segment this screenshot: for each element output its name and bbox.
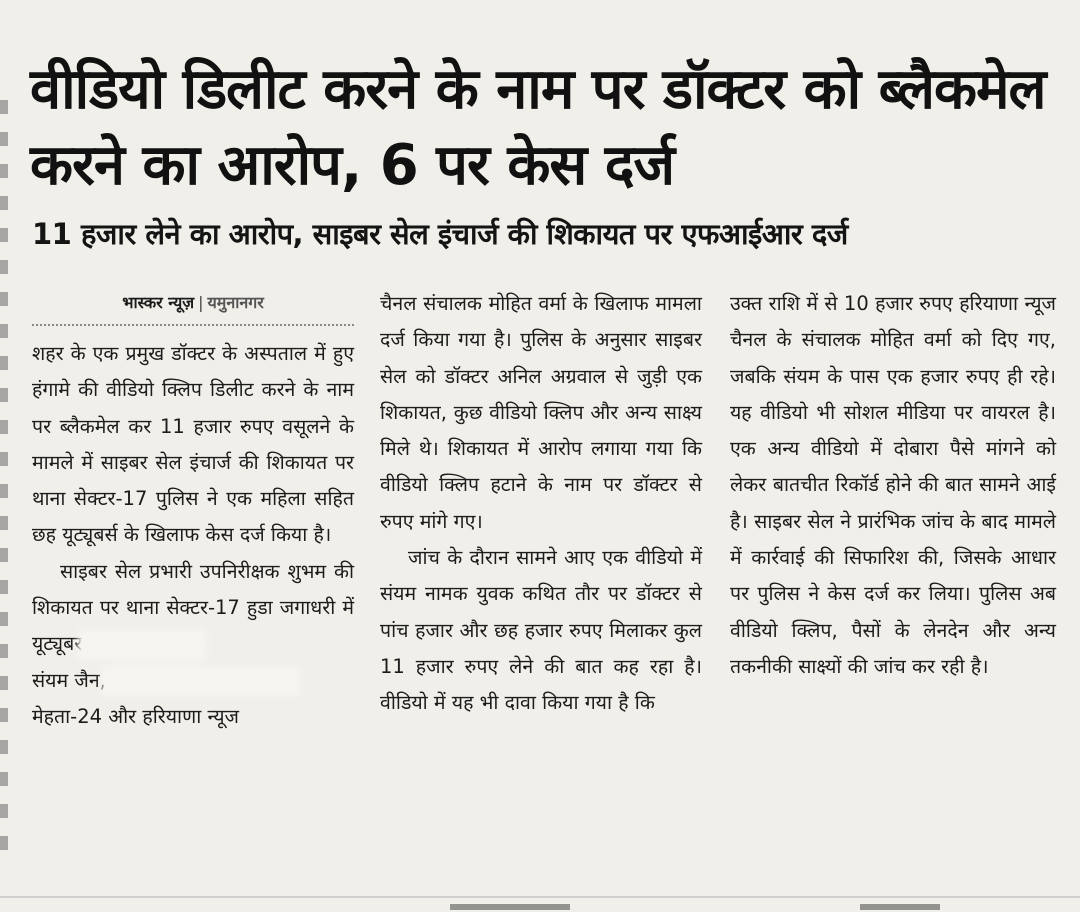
page-bottom-rule [0, 896, 1080, 898]
text-fragment [450, 904, 570, 910]
byline-city: यमुनानगर [207, 293, 264, 312]
redacted-name [82, 634, 202, 656]
article-text: संयम जैन, [32, 668, 106, 692]
article-paragraph: उक्त राशि में से 10 हजार रुपए हरियाणा न्यूज चैनल के संचालक मोहित वर्मा को दिए गए, जबकि संयम के पास एक हजार रुपए ही रहे। यह वीडियो भी सोशल मीडिया पर वायरल है। एक अन्य वीडियो में दोबारा पैसे मांगने को लेकर बातचीत रिकॉर्ड होने की बात सामने आई है। साइबर सेल ने प्रारंभिक जांच के बाद मामले में कार्रवाई की सिफारिश की, जिसके आधार पर पुलिस ने केस दर्ज कर लिया। पुलिस अब वीडियो क्लिप, पैसों के लेनदेन और अन्य तकनीकी साक्ष्यों की जांच कर रही है। [730, 292, 1056, 678]
article-paragraph: शहर के एक प्रमुख डॉक्टर के अस्पताल में हुए हंगामे की वीडियो क्लिप डिलीट करने के नाम पर ब्लैकमेल कर 11 हजार रुपए वसूलने के मामले में साइबर सेल इंचार्ज की शिकायत पर थाना सेक्टर-17 पुलिस ने एक महिला सहित छह यूट्यूबर्स के खिलाफ केस दर्ज किया है। [32, 342, 354, 547]
byline-divider [32, 324, 354, 326]
article-column-2 [380, 286, 702, 722]
article-paragraph: चैनल संचालक मोहित वर्मा के खिलाफ मामला दर्ज किया गया है। पुलिस के अनुसार साइबर सेल को डॉक्टर अनिल अग्रवाल से जुड़ी एक शिकायत, कुछ वीडियो क्लिप और अन्य साक्ष्य मिले थे। शिकायत में आरोप लगाया गया कि वीडियो क्लिप हटाने के नाम पर डॉक्टर से रुपए मांगे गए। [380, 292, 702, 533]
cut-off-text-fragments [0, 900, 1080, 912]
article-column-1 [32, 286, 354, 735]
byline [32, 286, 354, 320]
redacted-name [106, 670, 296, 692]
article-column-3 [730, 286, 1056, 685]
article-paragraph: मेहता-24 और हरियाणा न्यूज [32, 704, 239, 728]
article-paragraph [32, 554, 354, 663]
left-page-edge-marks [0, 100, 8, 860]
article-text: साइबर सेल प्रभारी उपनिरीक्षक शुभम की शिकायत पर थाना सेक्टर-17 हुडा जगाधरी में यूट्यूबर [32, 559, 354, 656]
article-paragraph: जांच के दौरान सामने आए एक वीडियो में संयम नामक युवक कथित तौर पर डॉक्टर से पांच हजार और छह हजार रुपए मिलाकर कुल 11 हजार रुपए लेने की बात कह रहा है। वीडियो में यह भी दावा किया गया है कि [380, 546, 702, 715]
text-fragment [860, 904, 940, 910]
byline-source: भास्कर न्यूज़ [122, 293, 195, 312]
subheadline: 11 हजार लेने का आरोप, साइबर सेल इंचार्ज की शिकायत पर एफआईआर दर्ज [32, 217, 848, 251]
byline-separator: | [198, 293, 204, 312]
headline: वीडियो डिलीट करने के नाम पर डॉक्टर को ब्लैकमेल करने का आरोप, 6 पर केस दर्ज [30, 56, 1046, 198]
article-paragraph [32, 663, 354, 699]
